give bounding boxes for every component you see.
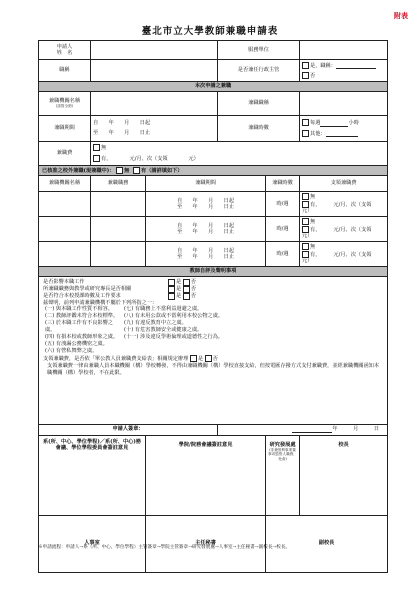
declaration-item: (五) 有洩漏公務機密之虞。: [45, 340, 108, 347]
period-from: 自 年 月 日起: [93, 120, 151, 126]
annex-label: 附表: [394, 11, 408, 20]
hours-options: [300, 115, 388, 141]
process-note: ※申請流程：申請人→系（所、中心、學位學程）主管簽章→學院主管簽章→研究發展處→人事室→主任秘書→副校長→校長。: [38, 545, 291, 550]
approved-has-label: 有（請詳填如下）: [141, 167, 183, 174]
unit-field[interactable]: [300, 41, 388, 60]
col-period-header: 兼職期間: [146, 176, 266, 192]
approved-period-field[interactable]: [146, 192, 266, 217]
admin-yes-checkbox[interactable]: [302, 62, 309, 69]
hours-other-checkbox[interactable]: [302, 130, 309, 137]
job-title-label: 兼職職稱: [218, 91, 300, 115]
declaration-item: (七) 有職務上不當利益迴避之虞。: [124, 306, 203, 313]
q3-yes-checkbox[interactable]: [168, 293, 175, 300]
declaration-item: (二) 教師評鑑未符合本校標準。: [45, 313, 119, 320]
items-right: [124, 306, 244, 354]
admin-yes-label: 是，職稱：: [310, 62, 336, 69]
org-label-text: 兼職機關名稱: [48, 97, 81, 104]
fee-q-no-checkbox[interactable]: [205, 355, 212, 362]
approved-row: [39, 192, 388, 217]
secretary-box[interactable]: [146, 515, 266, 572]
declaration-body: [39, 276, 388, 424]
approved-fee-options: [300, 242, 388, 267]
approved-fee-has-label: 有， 元/月、次（支領 元）: [302, 226, 388, 240]
q1-yes-checkbox[interactable]: [168, 279, 175, 286]
declaration-section-header: 教師自評及聲明事項: [39, 267, 388, 277]
rd-opinion-note: (非兼營利事業董事或監察人職務，免會): [268, 448, 297, 461]
declaration-item: (十一) 涉及違反學術倫理或道德性之行為。: [124, 333, 224, 340]
approved-hours-field[interactable]: 時/週: [266, 242, 300, 267]
hours-unit: 小時: [348, 120, 359, 126]
vice-president-box[interactable]: [266, 515, 388, 572]
fee-none-label: 無: [101, 145, 107, 151]
hours-label: 兼職時數: [218, 115, 300, 141]
col-hours-header: 兼職時數: [266, 176, 300, 192]
approved-row: [39, 217, 388, 242]
secretary-label: 主任秘書: [195, 540, 216, 547]
approved-row: [39, 242, 388, 267]
approved-fee-has-checkbox[interactable]: [302, 201, 309, 208]
q2-no-checkbox[interactable]: [183, 286, 190, 293]
declaration-item: (十) 有危害教師安全或健康之虞。: [124, 326, 203, 333]
signature-date[interactable]: [218, 424, 388, 435]
admin-no-label: 否: [310, 73, 316, 79]
approved-fee-has-checkbox[interactable]: [302, 226, 309, 233]
org-label: [39, 91, 91, 115]
job-title-field[interactable]: [300, 91, 388, 115]
period-label: 兼職期間: [39, 115, 91, 141]
page-title: 臺北市立大學教師兼職申請表: [141, 26, 279, 37]
approved-fee-none-checkbox[interactable]: [302, 243, 309, 250]
question-fee: 支領兼職費，是否依「單公教人員兼職費支給表」相關規定辦理 是 否: [43, 356, 218, 363]
approved-hours-field[interactable]: 時/週: [266, 192, 300, 217]
q3-no-checkbox[interactable]: [183, 293, 190, 300]
college-opinion-box[interactable]: [146, 435, 266, 515]
fee-has-label: 有， 元/月、次（支領 元）: [101, 155, 199, 162]
approved-none-label: 無: [124, 167, 130, 174]
approved-org-field[interactable]: [39, 242, 91, 267]
hours-weekly-checkbox[interactable]: [302, 119, 309, 126]
fee-q-yes-checkbox[interactable]: [190, 355, 197, 362]
approved-period-from: 自 年 月 日起: [176, 247, 235, 254]
question-hours: 是否符合本校授課時數及工作要求 是 否: [43, 292, 197, 299]
approved-period-from: 自 年 月 日起: [176, 222, 235, 229]
signature-label: 申請人簽章：: [39, 424, 218, 435]
question-related: 所兼職職務與教學或研究專長是否相關 是 否: [43, 285, 197, 292]
approved-fee-none-label: 無: [310, 219, 316, 226]
president-box[interactable]: [300, 435, 388, 515]
approved-fee-has-label: 有， 元/月、次（支領 元）: [302, 251, 388, 265]
approved-fee-none-label: 無: [310, 194, 316, 201]
admin-label: 是否兼任行政主管: [218, 60, 300, 82]
fee-label: 兼職費: [39, 141, 91, 165]
signature-date-text: 年 月 日: [332, 426, 380, 433]
application-form: [38, 40, 388, 573]
current-section-header: 本次申請之兼職: [39, 82, 388, 92]
col-fee-header: 支領兼職費: [300, 176, 388, 192]
approved-section-title: 已核准之校外兼職(現兼職中)：: [42, 167, 115, 174]
applicant-name-field[interactable]: [91, 41, 218, 60]
col-job-header: 兼職職務: [91, 176, 146, 192]
approved-fee-none-checkbox[interactable]: [302, 218, 309, 225]
items-left: [45, 306, 120, 354]
position-label: 職稱: [39, 60, 91, 82]
question-impact: 是否影響本職工作 是 否: [43, 278, 197, 285]
org-note: (請寫全銜): [55, 104, 74, 108]
approved-fee-has-checkbox[interactable]: [302, 251, 309, 258]
fee-options: [91, 141, 388, 165]
approved-none-checkbox[interactable]: [116, 167, 123, 174]
period-to: 至 年 月 日止: [93, 129, 151, 136]
approved-has-checkbox[interactable]: [133, 167, 140, 174]
approved-fee-options: [300, 192, 388, 217]
approved-fee-has-label: 有， 元/月、次（支領 元）: [302, 201, 388, 215]
signature-field[interactable]: [292, 432, 332, 433]
approved-section-header: [39, 165, 388, 176]
approved-org-field[interactable]: [39, 192, 91, 217]
hours-other-field[interactable]: [326, 136, 358, 137]
approved-period-field[interactable]: [146, 217, 266, 242]
declaration-statement: 茲聲明，前列申請兼職機構不屬於下列所指之一：: [43, 299, 158, 306]
period-field[interactable]: [91, 115, 218, 141]
fee-none-checkbox[interactable]: [93, 144, 100, 151]
org-field[interactable]: [91, 91, 218, 115]
approved-fee-none-checkbox[interactable]: [302, 193, 309, 200]
hr-label: 人事室: [84, 540, 100, 547]
admin-title-field[interactable]: [336, 68, 376, 69]
declaration-item: (一) 與本職工作性質不相容。: [45, 306, 113, 313]
declaration-items: [45, 306, 383, 354]
approved-period-from: 自 年 月 日起: [176, 197, 235, 204]
unit-label: 服務單位: [218, 41, 300, 60]
hr-box[interactable]: [39, 515, 146, 572]
fee-has-checkbox[interactable]: [93, 155, 100, 162]
col-org-header: 兼職機關名稱: [39, 176, 91, 192]
hours-weekly-field[interactable]: [320, 126, 348, 127]
vice-president-label: 副校長: [318, 540, 335, 547]
approved-org-field[interactable]: [39, 217, 91, 242]
dept-opinion-label: 系(所、中心、學位學程)／系(所、中心)務會議、學位學程委員會簽註意見: [42, 438, 141, 451]
fee-rule: 支領兼職費一律由兼職人員本職機關（構）學校轉發，不得由兼職機關（構）學校直接支給，但按電匯存撥方式支付兼職費，並經兼職機關函知本職機關（構）學校者，不在此限。: [47, 363, 380, 377]
dept-opinion-box[interactable]: [39, 435, 146, 515]
approved-fee-none-label: 無: [310, 244, 316, 251]
position-field[interactable]: [91, 60, 218, 82]
declaration-item: (三) 於本職工作有不良影響之虞。: [45, 320, 113, 333]
approved-job-field[interactable]: [91, 217, 146, 242]
rd-opinion-box[interactable]: [266, 435, 300, 515]
admin-no-checkbox[interactable]: [302, 72, 309, 79]
applicant-name-label: 申請人 姓 名: [39, 41, 91, 60]
q1-no-checkbox[interactable]: [183, 279, 190, 286]
approved-period-to: 至 年 月 日止: [176, 254, 235, 260]
approved-period-to: 至 年 月 日止: [176, 204, 235, 210]
approved-hours-field[interactable]: 時/週: [266, 217, 300, 242]
q2-yes-checkbox[interactable]: [168, 286, 175, 293]
college-opinion-label: 學院/院務會議簽註意見: [178, 441, 233, 448]
hours-weekly-label: 每週: [310, 120, 321, 126]
rd-opinion-label: 研究發展處: [269, 441, 296, 448]
approved-period-field[interactable]: [146, 242, 266, 267]
declaration-item: (九) 有違反教育中立之虞。: [124, 320, 187, 327]
approved-job-field[interactable]: [91, 192, 146, 217]
declaration-item: (六) 有營私舞弊之虞。: [45, 347, 98, 354]
admin-options: [300, 60, 388, 82]
declaration-item: (四) 有損本校或教師形象之虞。: [45, 333, 119, 340]
declaration-item: (八) 有未用公款或不當利用本校公物之虞。: [124, 313, 224, 320]
hours-other-label: 其他：: [310, 130, 326, 137]
approved-job-field[interactable]: [91, 242, 146, 267]
president-label: 校長: [338, 441, 349, 448]
approved-period-to: 至 年 月 日止: [176, 229, 235, 235]
approved-fee-options: [300, 217, 388, 242]
